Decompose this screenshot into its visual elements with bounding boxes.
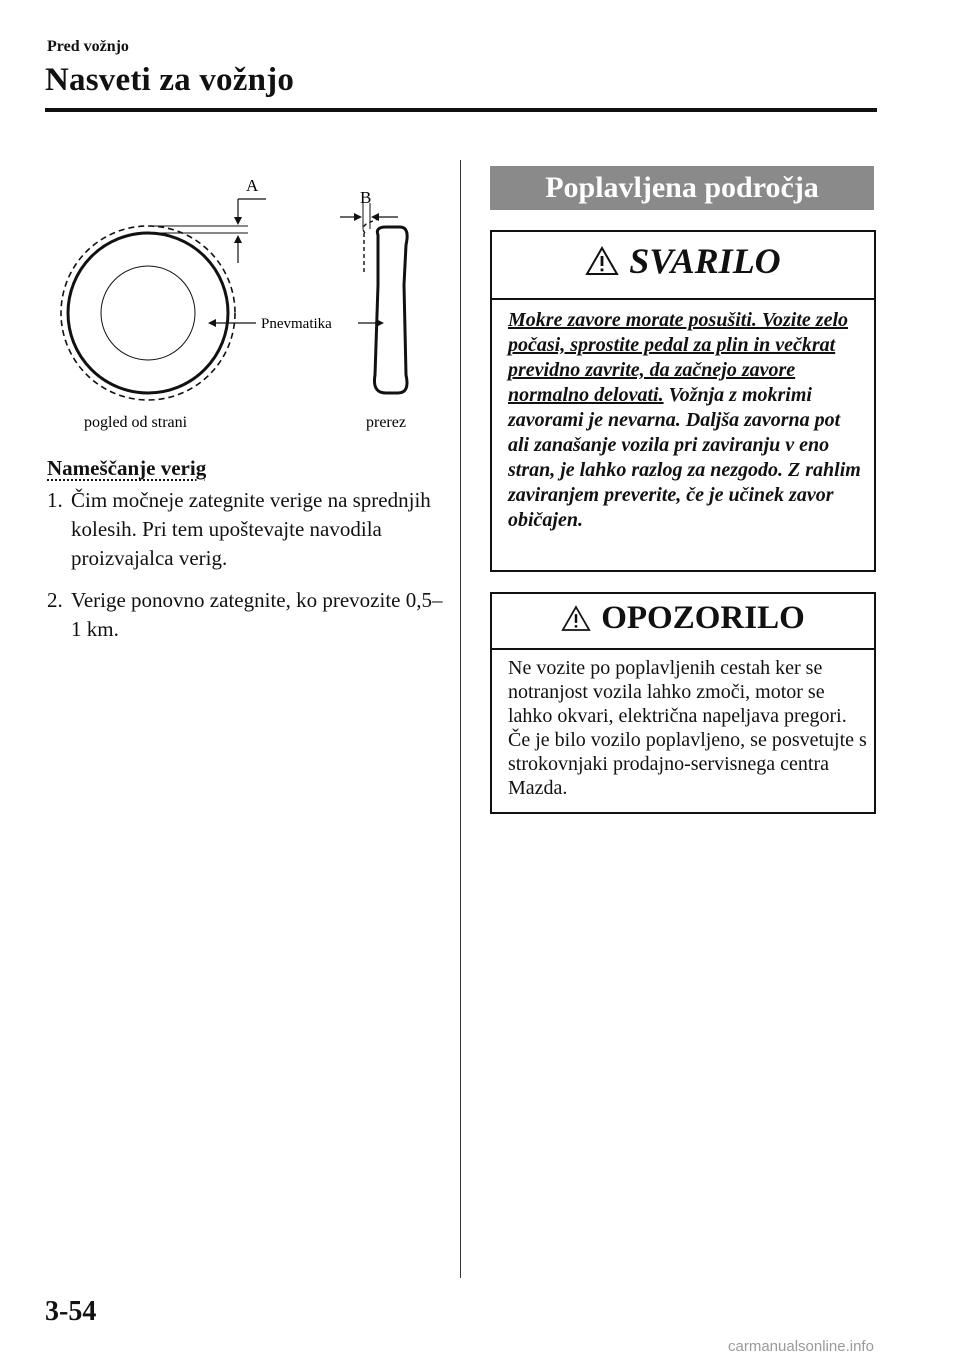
rim <box>101 266 195 360</box>
warning-triangle-icon <box>585 246 619 276</box>
danger-text: Vožnja z mokrimi zavorami je nevarna. Daljša zavorna pot ali zanašanje vozila pri zaviranju v eno stran, je lahko razlog za nezgodo. Z rahlim zaviranjem preverite, če je učinek zavor običajen. <box>508 384 861 531</box>
caution-box-title: OPOZORILO <box>601 600 805 636</box>
tire-chain-diagram <box>48 165 428 435</box>
caution-box-body: Ne vozite po poplavljenih cestah ker se notranjost vozila lahko zmoči, motor se lahko okvari, električna napeljava pregori. Če je bilo vozilo poplavljeno, se posvetujte s strokovnjaki prodajno-servisnega centra Mazda. <box>508 657 867 799</box>
section-kicker: Pred vožnjo <box>47 38 129 55</box>
danger-box-header <box>492 232 874 300</box>
caution-box-header <box>492 594 874 650</box>
danger-text-underlined: Mokre zavore morate posušiti. Vozite zelo počasi, sprostite pedal za plin in večkrat previdno zavrite, da začnejo zavore normalno delovati. <box>508 309 849 406</box>
label-a: A <box>246 176 259 195</box>
chain-installation-heading: Nameščanje verig <box>47 456 207 480</box>
label-b: B <box>360 188 372 207</box>
caution-box <box>490 592 876 814</box>
section-banner: Poplavljena področja <box>490 166 874 210</box>
danger-box-body <box>508 308 866 533</box>
step-number: 1. <box>47 488 63 512</box>
caption-cross-section: prerez <box>366 414 406 431</box>
tire-outer <box>68 233 228 393</box>
watermark: carmanualsonline.info <box>728 1338 874 1355</box>
danger-box-title: SVARILO <box>629 241 781 281</box>
title-rule <box>45 108 877 112</box>
caption-side-view: pogled od strani <box>84 414 188 431</box>
page-number: 3-54 <box>45 1296 97 1327</box>
column-divider <box>460 160 461 1278</box>
step-text: Čim močneje zategnite verige na sprednjih kolesih. Pri tem upoštevajte navodila proizvajalca verig. <box>71 488 431 570</box>
label-tire: Pnevmatika <box>261 316 332 332</box>
step-text: Verige ponovno zategnite, ko prevozite 0,5–1 km. <box>71 588 443 641</box>
danger-box <box>490 230 876 572</box>
tire-outline-dashed <box>61 226 235 400</box>
tire-cross-section <box>374 227 407 393</box>
warning-triangle-icon <box>561 605 591 632</box>
step-number: 2. <box>47 588 63 612</box>
page-title: Nasveti za vožnjo <box>45 62 295 98</box>
